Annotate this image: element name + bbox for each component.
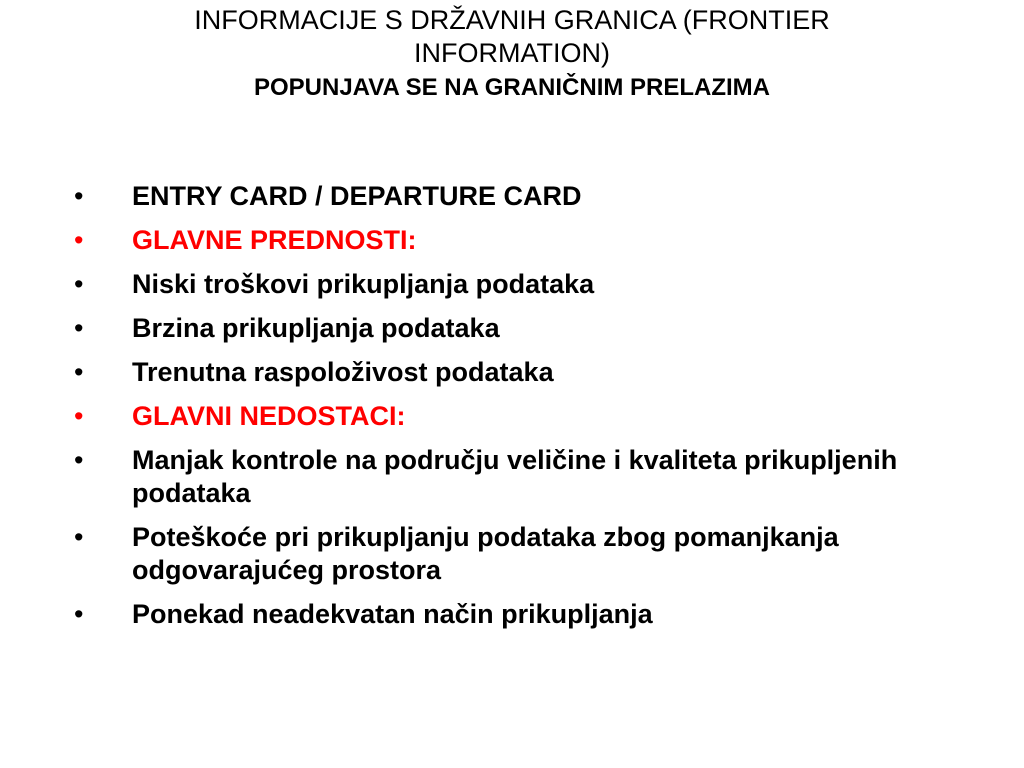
bullet-icon: •: [74, 445, 84, 475]
title-line-2: INFORMATION): [414, 38, 610, 68]
title-line-1: INFORMACIJE S DRŽAVNIH GRANICA (FRONTIER: [194, 5, 830, 35]
bullet-item-advantages-heading: [60, 224, 980, 257]
bullet-text: Niski troškovi prikupljanja podataka: [132, 269, 595, 299]
bullet-text: GLAVNI NEDOSTACI:: [132, 401, 406, 431]
bullet-item-inadequate-method: [60, 598, 980, 631]
bullet-text: Manjak kontrole na području veličine i kvaliteta prikupljenih podataka: [132, 445, 898, 508]
bullet-text: ENTRY CARD / DEPARTURE CARD: [132, 181, 582, 211]
bullet-icon: •: [74, 269, 84, 299]
bullet-text: Brzina prikupljanja podataka: [132, 313, 500, 343]
bullet-item-lack-of-control: [60, 444, 980, 510]
bullet-item-speed: [60, 312, 980, 345]
bullet-item-disadvantages-heading: [60, 400, 980, 433]
bullet-icon: •: [74, 522, 84, 552]
bullet-text: Trenutna raspoloživost podataka: [132, 357, 554, 387]
bullet-item-space-difficulties: [60, 521, 980, 587]
bullet-item-entry-card: [60, 180, 980, 213]
bullet-text: Ponekad neadekvatan način prikupljanja: [132, 599, 653, 629]
bullet-icon: •: [74, 599, 84, 629]
slide-title: [60, 4, 964, 106]
bullet-item-availability: [60, 356, 980, 389]
bullet-list: [60, 180, 980, 642]
title-subtitle: POPUNJAVA SE NA GRANIČNIM PRELAZIMA: [253, 74, 771, 101]
bullet-text: GLAVNE PREDNOSTI:: [132, 225, 417, 255]
bullet-icon: •: [74, 313, 84, 343]
bullet-icon: •: [74, 401, 84, 431]
bullet-icon: •: [74, 357, 84, 387]
bullet-text: Poteškoće pri prikupljanju podataka zbog pomanjkanja odgovarajućeg prostora: [132, 522, 839, 585]
bullet-icon: •: [74, 225, 84, 255]
bullet-icon: •: [74, 181, 84, 211]
bullet-item-low-cost: [60, 268, 980, 301]
